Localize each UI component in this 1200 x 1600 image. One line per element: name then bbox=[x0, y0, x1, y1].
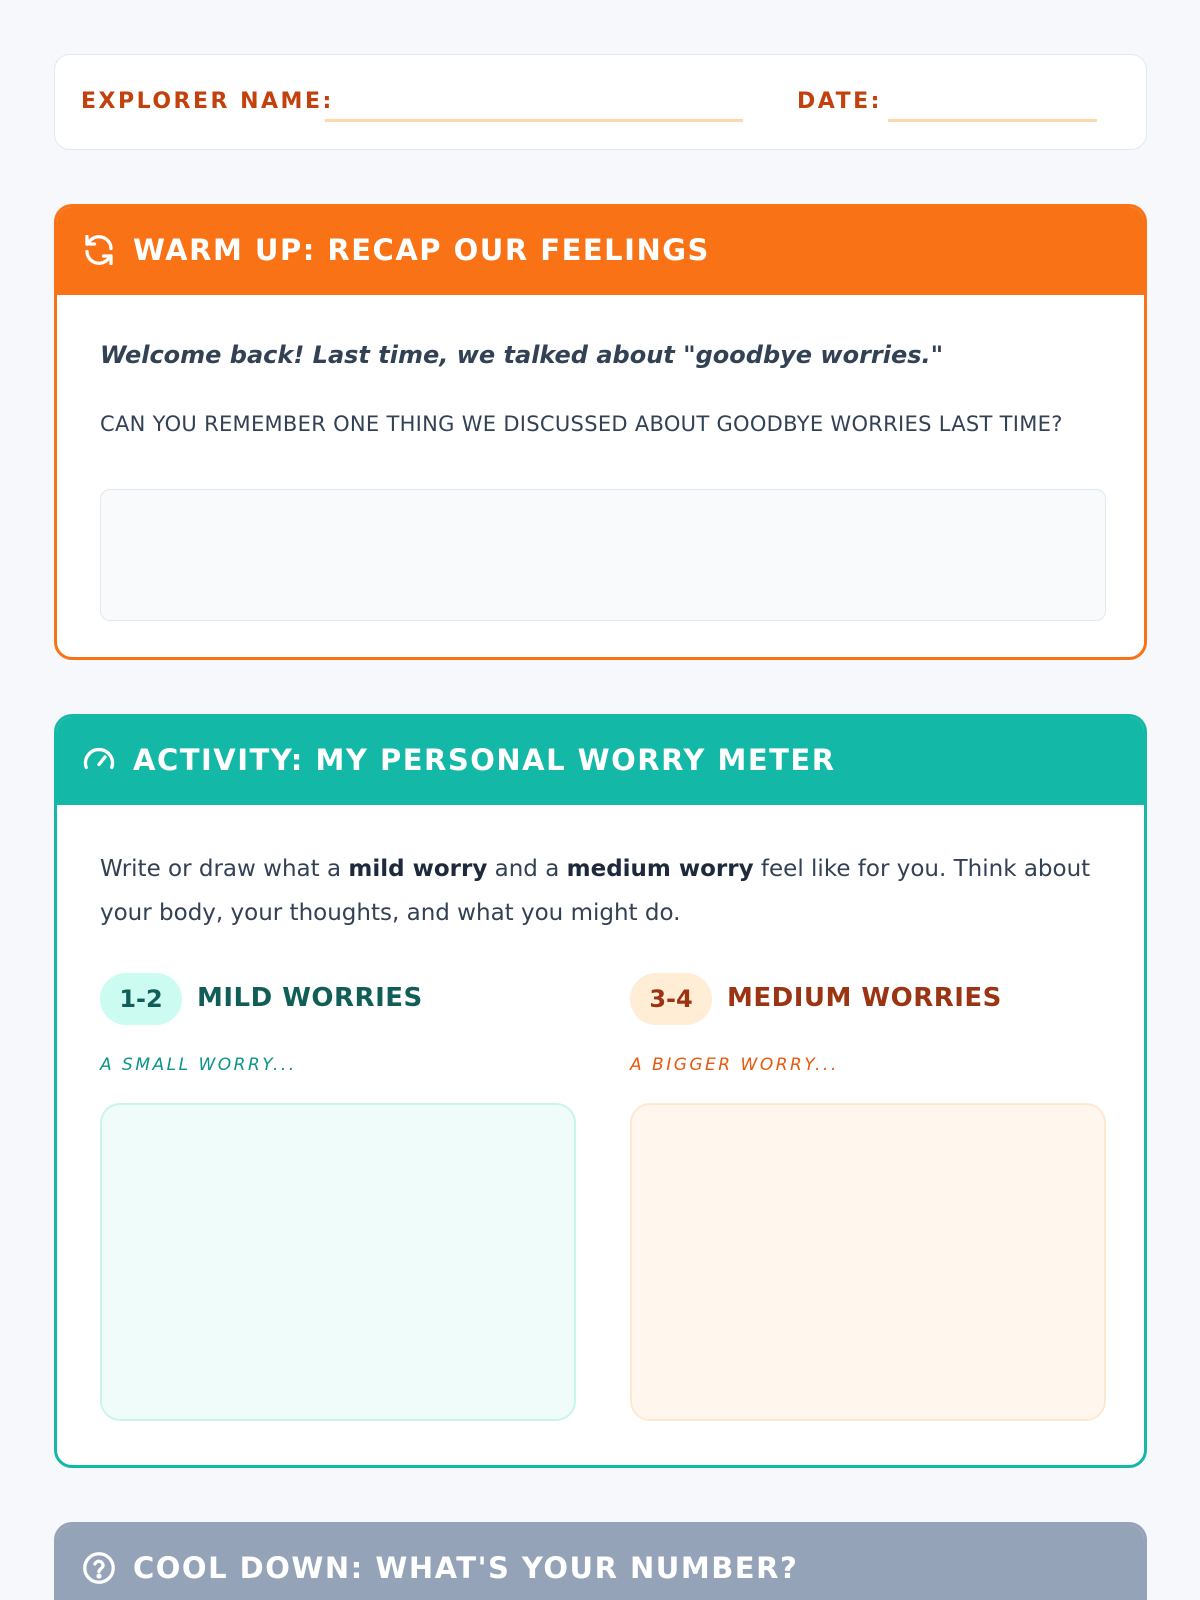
warmup-header bbox=[54, 204, 1147, 295]
warmup-section bbox=[54, 204, 1147, 660]
date-label: DATE: bbox=[797, 89, 882, 114]
cooldown-section bbox=[54, 1522, 1147, 1600]
medium-worry-box[interactable] bbox=[630, 1103, 1106, 1421]
activity-title: ACTIVITY: MY PERSONAL WORRY METER bbox=[133, 742, 836, 777]
activity-header bbox=[54, 714, 1147, 805]
explorer-name-label: EXPLORER NAME: bbox=[81, 89, 334, 114]
date-field[interactable] bbox=[888, 119, 1097, 122]
desc-bold-mild: mild worry bbox=[348, 856, 488, 882]
medium-subtitle: A BIGGER WORRY... bbox=[630, 1055, 839, 1075]
desc-text-2: and a bbox=[487, 856, 567, 882]
mild-title: MILD WORRIES bbox=[197, 983, 423, 1013]
refresh-icon bbox=[81, 232, 117, 268]
question-circle-icon bbox=[81, 1550, 117, 1586]
warmup-title: WARM UP: RECAP OUR FEELINGS bbox=[133, 232, 710, 267]
desc-text-3: feel like for you. Think about your body, your thoughts, and what you might do. bbox=[100, 856, 1091, 926]
mild-subtitle: A SMALL WORRY... bbox=[100, 1055, 297, 1075]
desc-text-1: Write or draw what a bbox=[100, 856, 349, 882]
mild-badge: 1-2 bbox=[100, 973, 182, 1025]
gauge-icon bbox=[81, 742, 117, 778]
warmup-answer-box[interactable] bbox=[100, 489, 1106, 621]
activity-section bbox=[54, 714, 1147, 1468]
warmup-question: CAN YOU REMEMBER ONE THING WE DISCUSSED ABOUT GOODBYE WORRIES LAST TIME? bbox=[100, 412, 1063, 436]
medium-badge: 3-4 bbox=[630, 973, 712, 1025]
mild-worry-box[interactable] bbox=[100, 1103, 576, 1421]
explorer-info-card bbox=[54, 54, 1147, 150]
desc-bold-medium: medium worry bbox=[566, 856, 754, 882]
explorer-name-field[interactable] bbox=[325, 119, 743, 122]
cooldown-title: COOL DOWN: WHAT'S YOUR NUMBER? bbox=[133, 1550, 799, 1585]
medium-title: MEDIUM WORRIES bbox=[727, 983, 1002, 1013]
activity-description bbox=[100, 847, 1110, 935]
cooldown-header bbox=[54, 1522, 1147, 1600]
warmup-intro: Welcome back! Last time, we talked about "goodbye worries." bbox=[100, 341, 944, 369]
